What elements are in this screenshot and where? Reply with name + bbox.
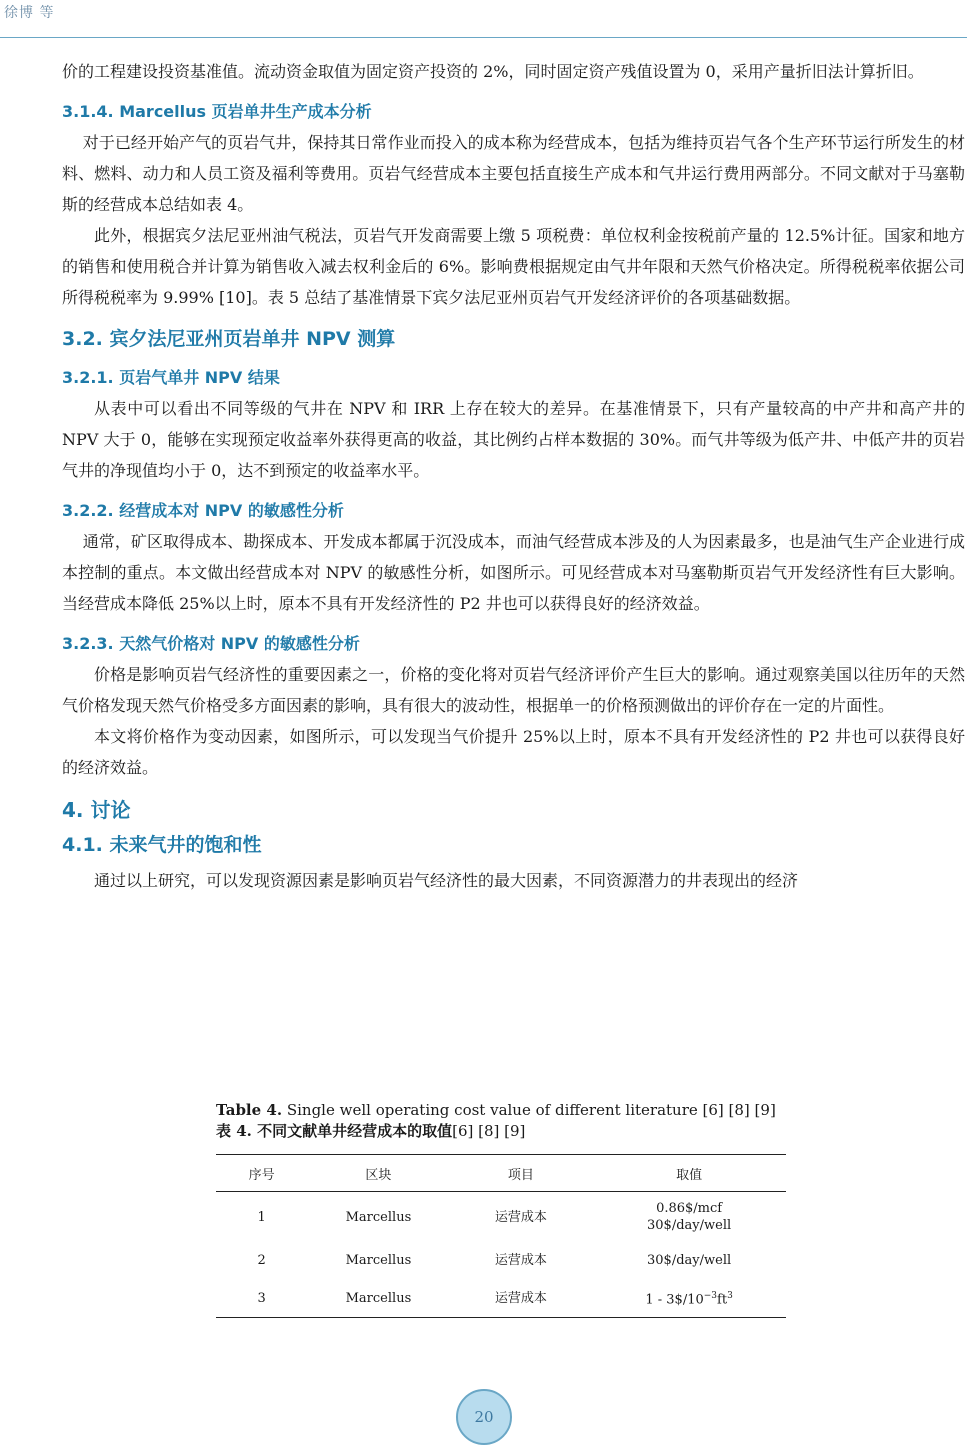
paragraph-price-variable: 本文将价格作为变动因素，如图所示，可以发现当气价提升 25%以上时，原本不具有开发经济性的 P2 井也可以获得良好的经济效益。	[62, 727, 965, 777]
table-cell: Marcellus	[345, 1290, 412, 1306]
section-heading-4: 4. 讨论	[62, 798, 131, 822]
table-cell: 运营成本	[494, 1253, 547, 1268]
table-cell: 30$/day/well	[647, 1253, 732, 1268]
table-row	[216, 1242, 786, 1279]
value-superscript: −3	[703, 1290, 718, 1301]
paragraph-discussion: 通过以上研究，可以发现资源因素是影响页岩气经济性的最大因素，不同资源潜力的井表现出的经济	[94, 871, 799, 890]
page-header	[0, 0, 967, 38]
section-heading-4-1: 4.1. 未来气井的饱和性	[62, 834, 262, 856]
table-header-row	[216, 1155, 786, 1192]
table-caption-zh	[216, 1120, 786, 1142]
table-cell	[592, 1192, 786, 1243]
table-caption-zh-refs: [6] [8] [9]	[452, 1122, 526, 1140]
paragraph-price-sensitivity: 价格是影响页岩气经济性的重要因素之一，价格的变化将对页岩气经济评价产生巨大的影响。通过观察美国以往历年的天然气价格发现天然气价格受多方面因素的影响，具有很大的波动性，根据单一的价格预测做出的评价存在一定的片面性。	[62, 665, 965, 715]
page-number-badge	[456, 1389, 512, 1445]
table-cell: 运营成本	[494, 1209, 547, 1225]
table-caption-en-text: Single well operating cost value of different literature [6] [8] [9]	[282, 1101, 776, 1119]
table-4	[216, 1100, 786, 1318]
table-header-cell: 序号	[248, 1167, 275, 1183]
table-caption-en-label: Table 4.	[216, 1101, 283, 1119]
header-rule	[0, 37, 967, 38]
value-text: ft	[717, 1292, 728, 1308]
table-cell-line: 30$/day/well	[647, 1218, 732, 1233]
table-cell: 2	[257, 1253, 266, 1268]
table-header-cell: 区块	[365, 1167, 392, 1183]
table-cell: Marcellus	[345, 1253, 412, 1268]
table-caption-en	[216, 1100, 786, 1120]
operating-cost-table	[216, 1154, 786, 1318]
paragraph-continued: 价的工程建设投资基准值。流动资金取值为固定资产投资的 2%，同时固定资产残值设置为 0，采用产量折旧法计算折旧。	[62, 62, 924, 81]
table-cell: 1	[257, 1209, 266, 1225]
section-heading-3-1-4: 3.1.4. Marcellus 页岩单井生产成本分析	[62, 102, 372, 121]
table-cell: Marcellus	[345, 1209, 412, 1225]
table-cell	[592, 1279, 786, 1318]
table-caption-zh-label: 表 4.	[216, 1122, 252, 1140]
paragraph-operating-cost: 对于已经开始产气的页岩气井，保持其日常作业而投入的成本称为经营成本，包括为维持页岩气各个生产环节运行所发生的材料、燃料、动力和人员工资及福利等费用。页岩气经营成本主要包括直接生产成本和气井运行费用两部分。不同文献对于马塞勒斯的经营成本总结如表 4。	[62, 133, 965, 214]
value-superscript: 3	[727, 1290, 733, 1301]
table-header-cell: 取值	[676, 1167, 703, 1183]
section-heading-3-2-3: 3.2.3. 天然气价格对 NPV 的敏感性分析	[62, 634, 360, 653]
table-cell: 3	[257, 1290, 266, 1306]
section-heading-3-2: 3.2. 宾夕法尼亚州页岩单井 NPV 测算	[62, 328, 396, 350]
page-number: 20	[474, 1408, 494, 1426]
table-cell: 运营成本	[494, 1290, 547, 1306]
paragraph-taxes: 此外，根据宾夕法尼亚州油气税法，页岩气开发商需要上缴 5 项税费：单位权利金按税前产量的 12.5%计征。国家和地方的销售和使用税合并计算为销售收入减去权利金后的 6%。影响费根据规定由气井年限和天然气价格决定。所得税税率依据公司所得税税率为 9.99% [10]。表 5 总结了基准情景下宾夕法尼亚州页岩气开发经济评价的各项基础数据。	[62, 226, 965, 307]
table-row	[216, 1192, 786, 1243]
value-text: 1 - 3$/10	[645, 1292, 704, 1308]
table-header-cell: 项目	[507, 1167, 534, 1183]
section-heading-3-2-1: 3.2.1. 页岩气单井 NPV 结果	[62, 368, 280, 387]
section-heading-3-2-2: 3.2.2. 经营成本对 NPV 的敏感性分析	[62, 501, 344, 520]
paragraph-cost-sensitivity: 通常，矿区取得成本、勘探成本、开发成本都属于沉没成本，而油气经营成本涉及的人为因素最多，也是油气生产企业进行成本控制的重点。本文做出经营成本对 NPV 的敏感性分析，如图所示。可见经营成本对马塞勒斯页岩气开发经济性有巨大影响。当经营成本降低 25%以上时，原本不具有开发经济性的 P2 井也可以获得良好的经济效益。	[62, 532, 965, 613]
running-head-authors: 徐博 等	[4, 5, 55, 21]
main-content	[62, 56, 965, 896]
table-row	[216, 1279, 786, 1318]
table-caption-zh-text: 不同文献单井经营成本的取值	[251, 1122, 453, 1140]
paragraph-npv-results: 从表中可以看出不同等级的气井在 NPV 和 IRR 上存在较大的差异。在基准情景下，只有产量较高的中产井和高产井的 NPV 大于 0，能够在实现预定收益率外获得更高的收益，其比例约占样本数据的 30%。而气井等级为低产井、中低产井的页岩气井的净现值均小于 0，达不到预定的收益率水平。	[62, 399, 965, 480]
table-cell-line: 0.86$/mcf	[656, 1201, 723, 1216]
